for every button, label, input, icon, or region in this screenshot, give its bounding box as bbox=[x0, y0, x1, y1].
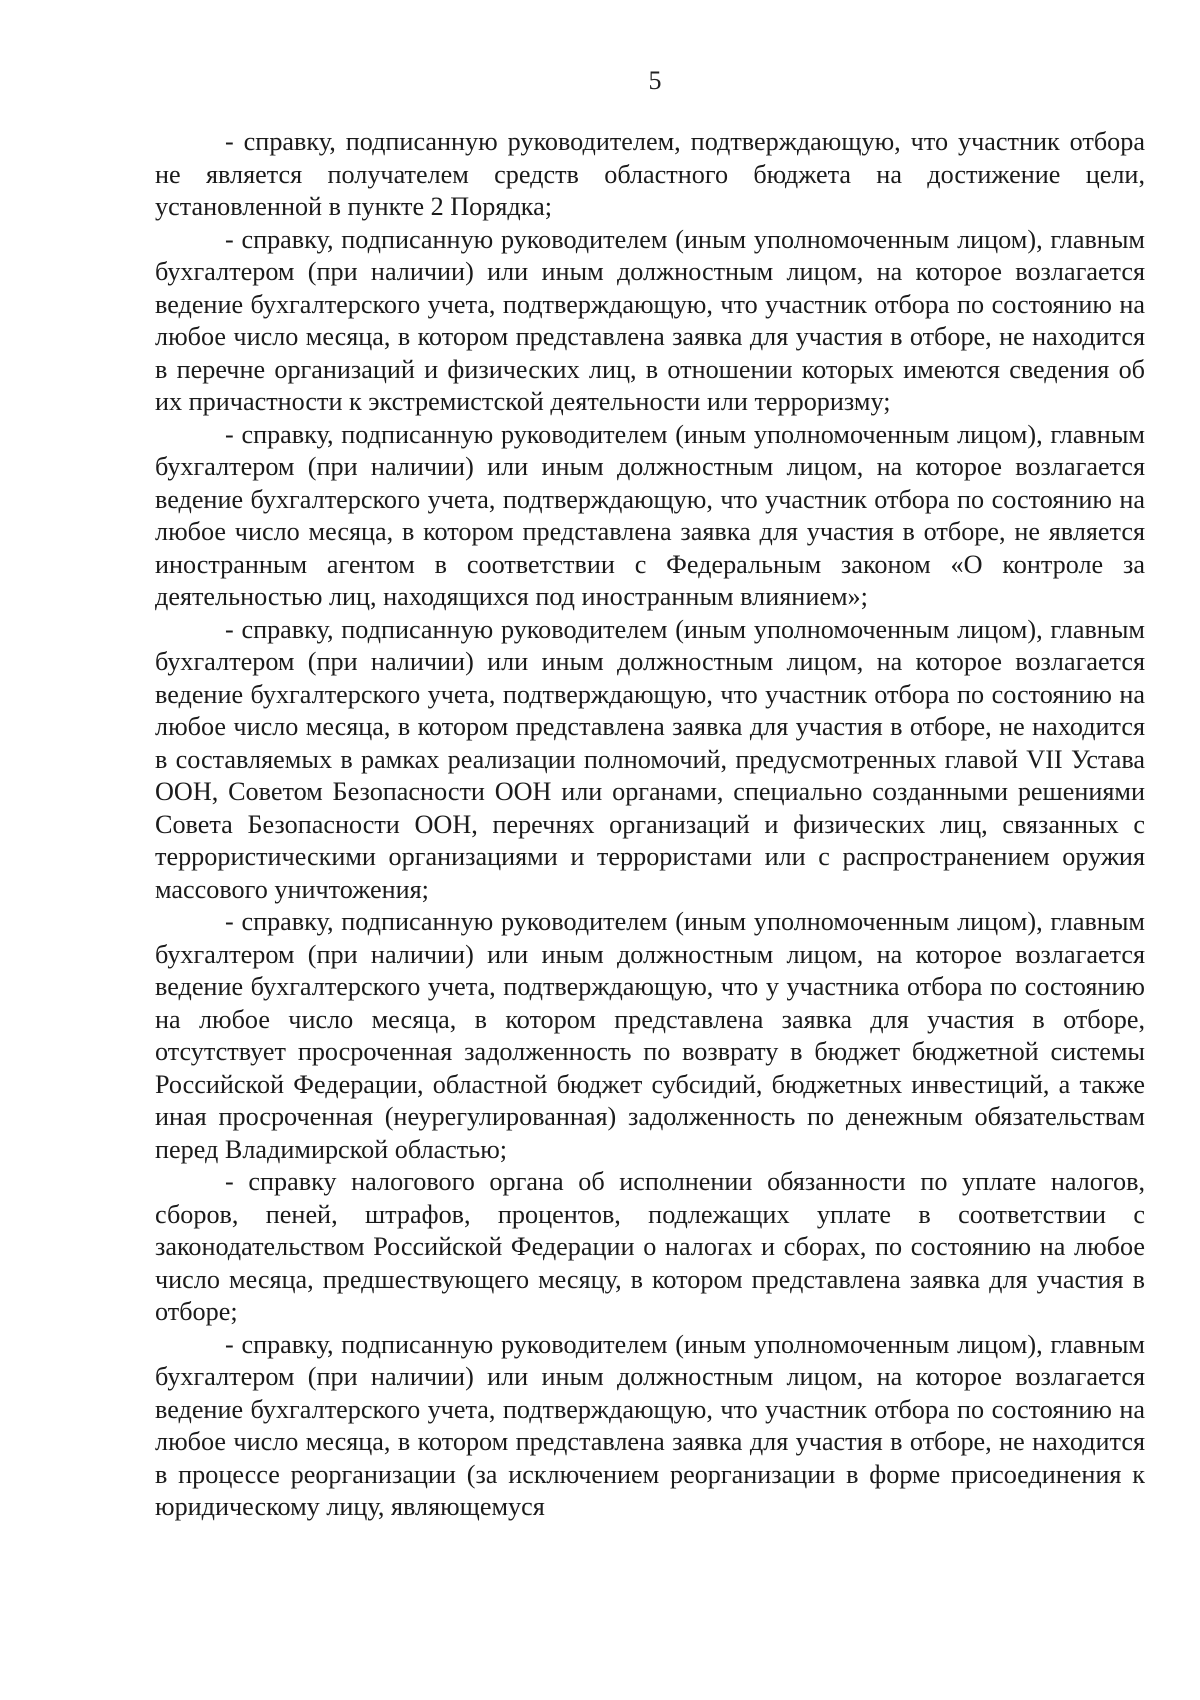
paragraph-5: - справку, подписанную руководителем (иным уполномоченным лицом), главным бухгалтером (при наличии) или иным должностным лицом, на которое возлагается ведение бухгалтерского учета, подтверждающую, что у участника отбора по состоянию на любое число месяца, в котором представлена заявка для участия в отборе, отсутствует просроченная задолженность по возврату в бюджет бюджетной системы Российской Федерации, областной бюджет субсидий, бюджетных инвестиций, а также иная просроченная (неурегулированная) задолженность по денежным обязательствам перед Владимирской областью; bbox=[155, 907, 1145, 1164]
paragraph-4: - справку, подписанную руководителем (иным уполномоченным лицом), главным бухгалтером (при наличии) или иным должностным лицом, на которое возлагается ведение бухгалтерского учета, подтверждающую, что участник отбора по состоянию на любое число месяца, в котором представлена заявка для участия в отборе, не находится в составляемых в рамках реализации полномочий, предусмотренных главой VII Устава ООН, Советом Безопасности ООН или органами, специально созданными решениями Совета Безопасности ООН, перечнях организаций и физических лиц, связанных с террористическими организациями и террористами или с распространением оружия массового уничтожения; bbox=[155, 614, 1145, 904]
paragraph-3: - справку, подписанную руководителем (иным уполномоченным лицом), главным бухгалтером (при наличии) или иным должностным лицом, на которое возлагается ведение бухгалтерского учета, подтверждающую, что участник отбора по состоянию на любое число месяца, в котором представлена заявка для участия в отборе, не является иностранным агентом в соответствии с Федеральным законом «О контроле за деятельностью лиц, находящихся под иностранным влиянием»; bbox=[155, 419, 1145, 611]
paragraph-6: - справку налогового органа об исполнении обязанности по уплате налогов, сборов, пеней, штрафов, процентов, подлежащих уплате в соответствии с законодательством Российской Федерации о налогах и сборах, по состоянию на любое число месяца, предшествующего месяцу, в котором представлена заявка для участия в отборе; bbox=[155, 1167, 1145, 1326]
paragraph-1: - справку, подписанную руководителем, подтверждающую, что участник отбора не является получателем средств областного бюджета на достижение цели, установленной в пункте 2 Порядка; bbox=[155, 127, 1145, 221]
paragraph-7: - справку, подписанную руководителем (иным уполномоченным лицом), главным бухгалтером (при наличии) или иным должностным лицом, на которое возлагается ведение бухгалтерского учета, подтверждающую, что участник отбора по состоянию на любое число месяца, в котором представлена заявка для участия в отборе, не находится в процессе реорганизации (за исключением реорганизации в форме присоединения к юридическому лицу, являющемуся bbox=[155, 1329, 1145, 1521]
page-number: 5 bbox=[648, 66, 662, 95]
paragraph-2: - справку, подписанную руководителем (иным уполномоченным лицом), главным бухгалтером (при наличии) или иным должностным лицом, на которое возлагается ведение бухгалтерского учета, подтверждающую, что участник отбора по состоянию на любое число месяца, в котором представлена заявка для участия в отборе, не находится в перечне организаций и физических лиц, в отношении которых имеются сведения об их причастности к экстремистской деятельности или терроризму; bbox=[155, 224, 1145, 416]
document-body bbox=[155, 126, 1145, 1524]
